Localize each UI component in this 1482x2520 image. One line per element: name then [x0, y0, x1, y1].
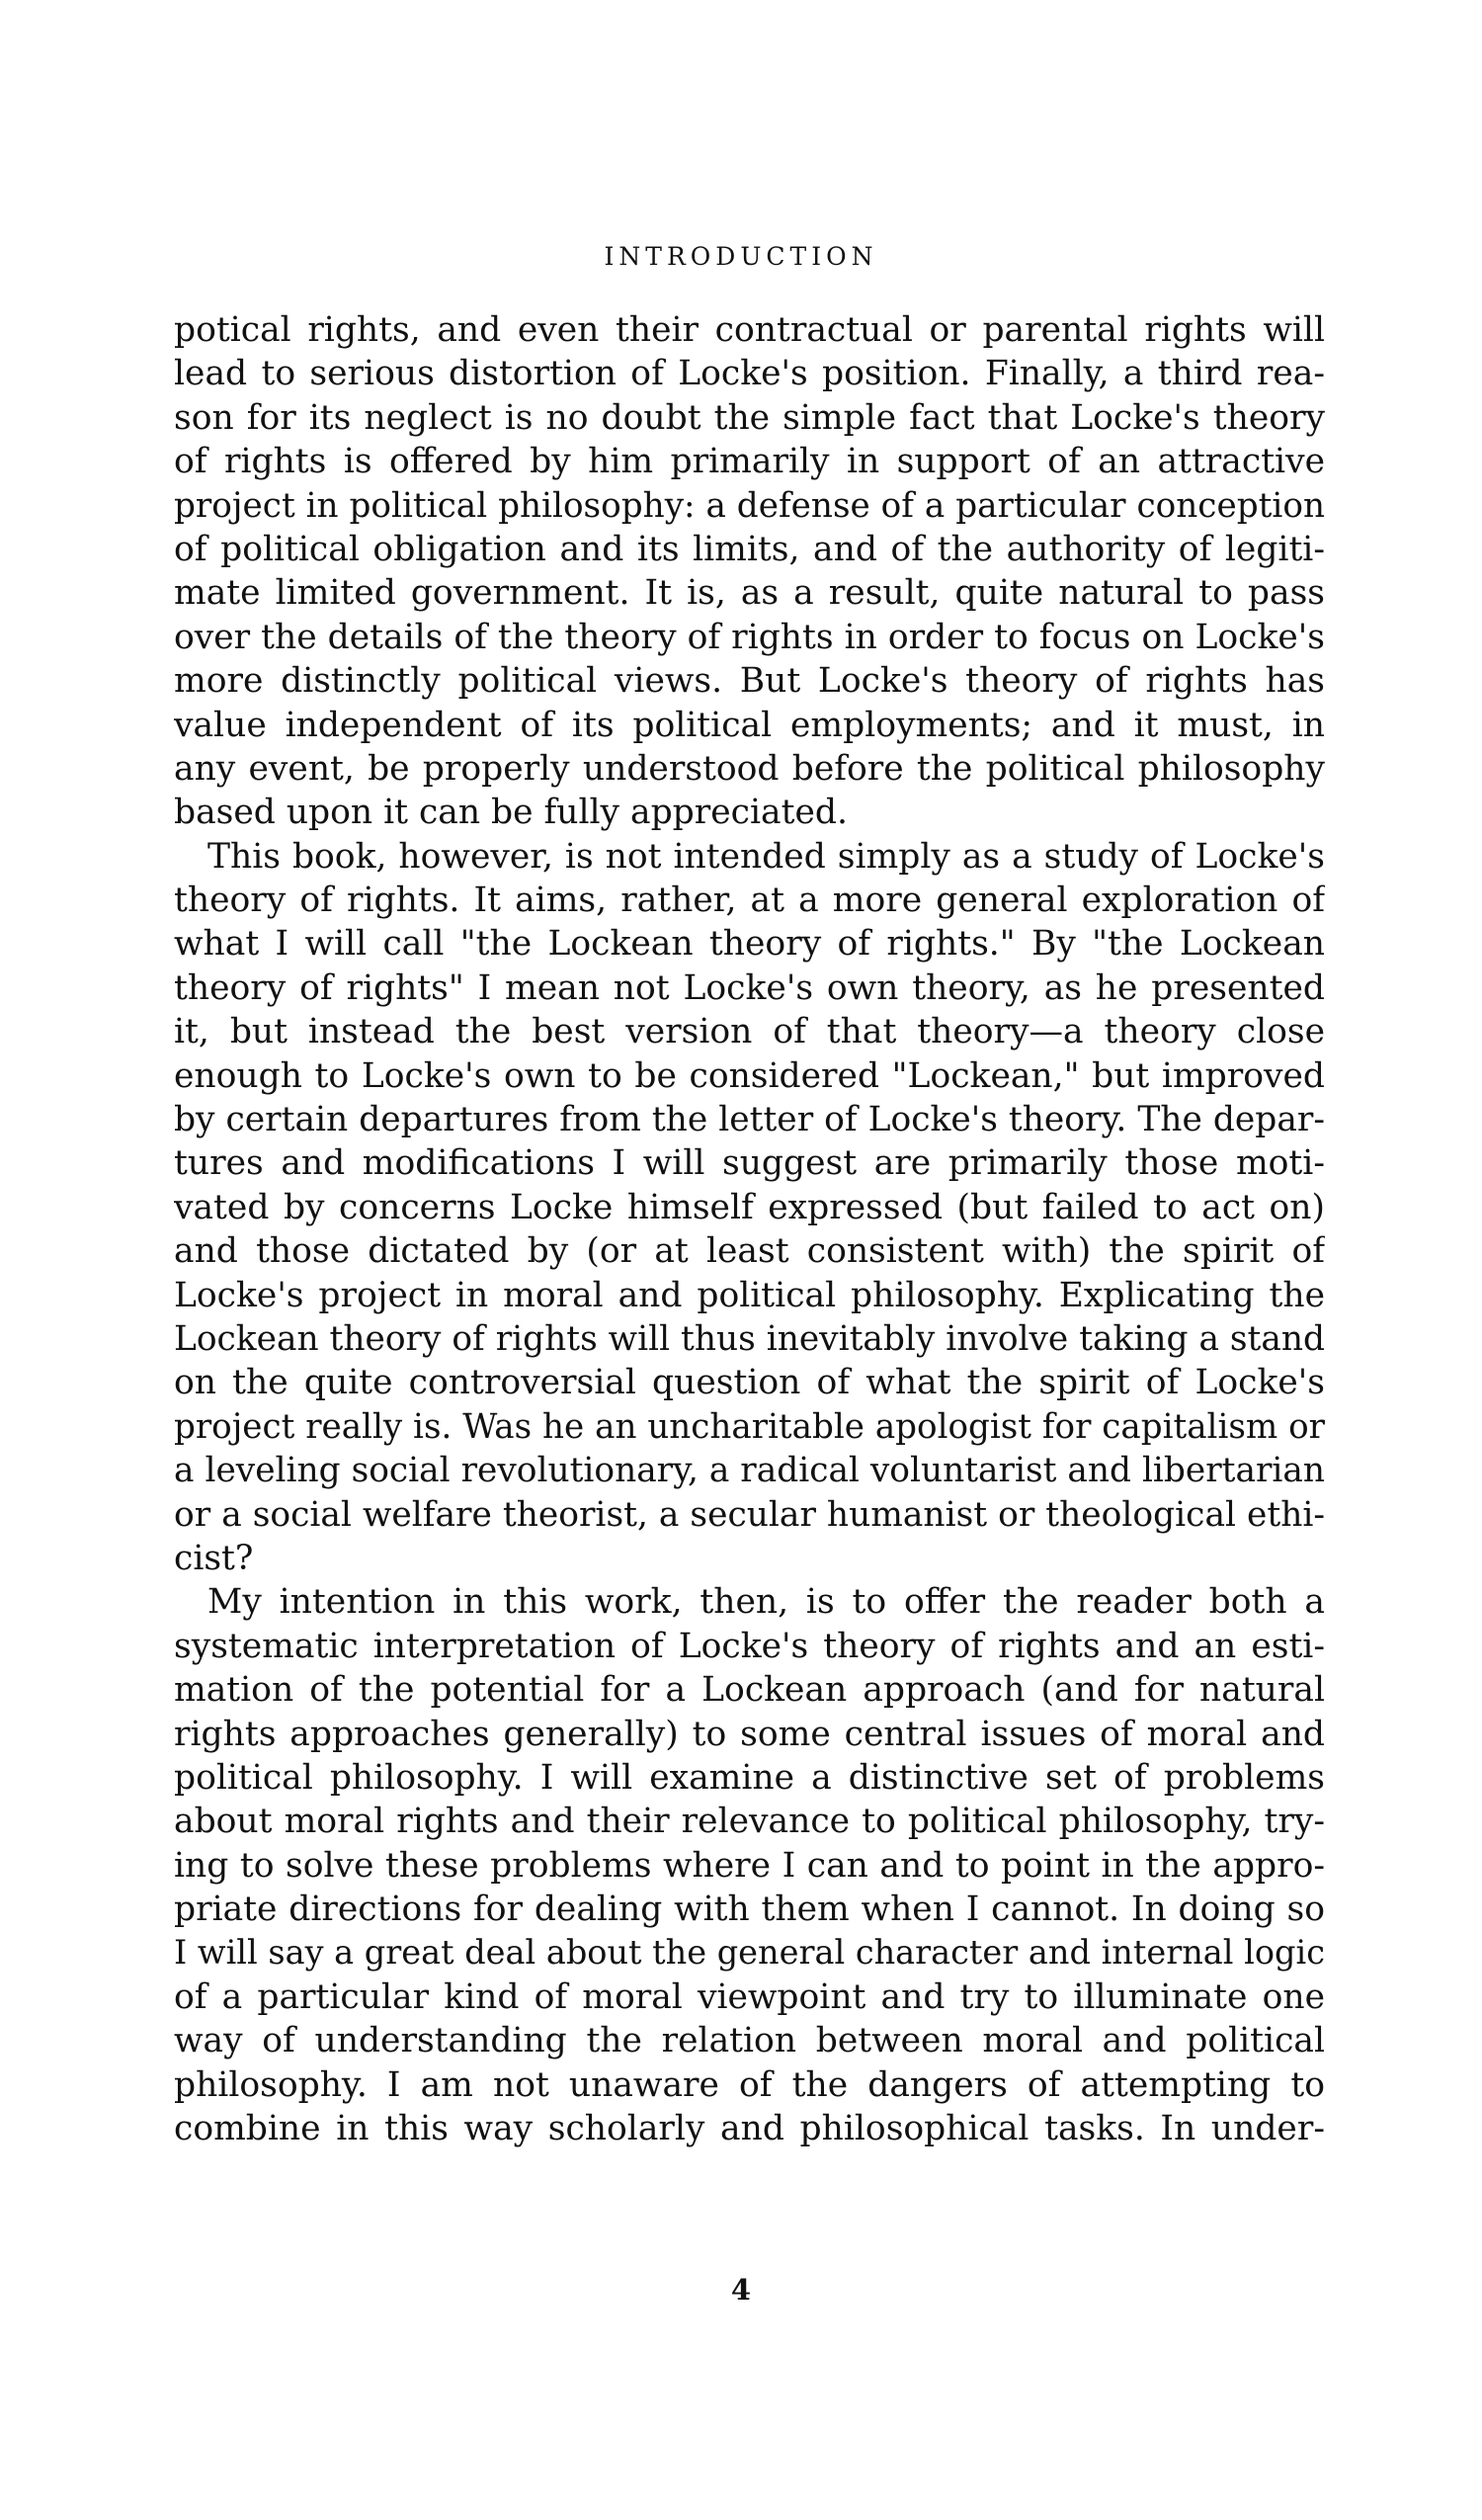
text-line: systematic interpretation of Locke's theory of rights and an esti-	[174, 1626, 1325, 1666]
text-line: theory of rights" I mean not Locke's own theory, as he presented	[174, 967, 1325, 1008]
page-number: 4	[730, 2273, 752, 2307]
text-line: son for its neglect is no doubt the simple fact that Locke's theory	[174, 397, 1325, 438]
text-line: vated by concerns Locke himself expressed (but failed to act on)	[174, 1187, 1325, 1227]
text-line: Lockean theory of rights will thus inevitably involve taking a stand	[174, 1318, 1325, 1359]
text-line: priate directions for dealing with them when I cannot. In doing so	[174, 1890, 1325, 1930]
text-line: by certain departures from the letter of Locke's theory. The depar-	[174, 1100, 1325, 1140]
text-line: what I will call "the Lockean theory of rights." By "the Lockean	[174, 924, 1325, 965]
text-line: This book, however, is not intended simply as a study of Locke's	[207, 836, 1325, 877]
text-line: mation of the potential for a Lockean approach (and for natural	[174, 1670, 1325, 1711]
text-line: philosophy. I am not unaware of the dangers of attempting to	[174, 2064, 1325, 2105]
text-line: and those dictated by (or at least consistent with) the spirit of	[174, 1231, 1325, 1272]
text-line: about moral rights and their relevance to political philosophy, try-	[174, 1802, 1325, 1842]
text-line: combine in this way scholarly and philosophical tasks. In under-	[174, 2109, 1325, 2149]
text-line: a leveling social revolutionary, a radical voluntarist and libertarian	[174, 1451, 1325, 1491]
text-line: political philosophy. I will examine a distinctive set of problems	[174, 1757, 1325, 1798]
text-line: rights approaches generally) to some central issues of moral and	[174, 1714, 1325, 1754]
text-line: over the details of the theory of rights in order to focus on Locke's	[174, 617, 1325, 657]
text-line: theory of rights. It aims, rather, at a more general exploration of	[174, 881, 1325, 921]
text-line: of rights is offered by him primarily in support of an attractive	[174, 442, 1325, 482]
text-line: or a social welfare theorist, a secular humanist or theological ethi-	[174, 1494, 1325, 1535]
text-line: I will say a great deal about the general character and internal logic	[174, 1933, 1325, 1973]
text-line: potical rights, and even their contractual or parental rights will	[174, 310, 1325, 350]
text-line: way of understanding the relation between moral and political	[174, 2021, 1325, 2061]
text-line: of political obligation and its limits, and of the authority of legiti-	[174, 529, 1325, 569]
text-line: project really is. Was he an uncharitable apologist for capitalism or	[174, 1406, 1325, 1447]
text-line: cist?	[174, 1538, 254, 1578]
text-line: based upon it can be fully appreciated.	[174, 793, 848, 833]
body-text	[174, 308, 1325, 2150]
text-line: mate limited government. It is, as a result, quite natural to pass	[174, 573, 1325, 614]
text-line: lead to serious distortion of Locke's position. Finally, a third rea-	[174, 354, 1325, 394]
text-line: on the quite controversial question of what the spirit of Locke's	[174, 1363, 1325, 1403]
text-line: more distinctly political views. But Locke's theory of rights has	[174, 661, 1325, 702]
text-line: of a particular kind of moral viewpoint and try to illuminate one	[174, 1976, 1325, 2017]
text-line: enough to Locke's own to be considered "Lockean," but improved	[174, 1055, 1325, 1096]
text-line: any event, be properly understood before the political philosophy	[174, 748, 1325, 789]
text-line: it, but instead the best version of that theory—a theory close	[174, 1012, 1325, 1052]
text-line: tures and modifications I will suggest are primarily those moti-	[174, 1143, 1325, 1184]
running-head: INTRODUCTION	[604, 242, 878, 271]
text-line: value independent of its political employments; and it must, in	[174, 705, 1325, 745]
text-line: ing to solve these problems where I can and to point in the appro-	[174, 1845, 1325, 1886]
text-line: My intention in this work, then, is to offer the reader both a	[207, 1582, 1325, 1623]
text-line: project in political philosophy: a defense of a particular conception	[174, 485, 1325, 526]
text-line: Locke's project in moral and political philosophy. Explicating the	[174, 1275, 1325, 1315]
